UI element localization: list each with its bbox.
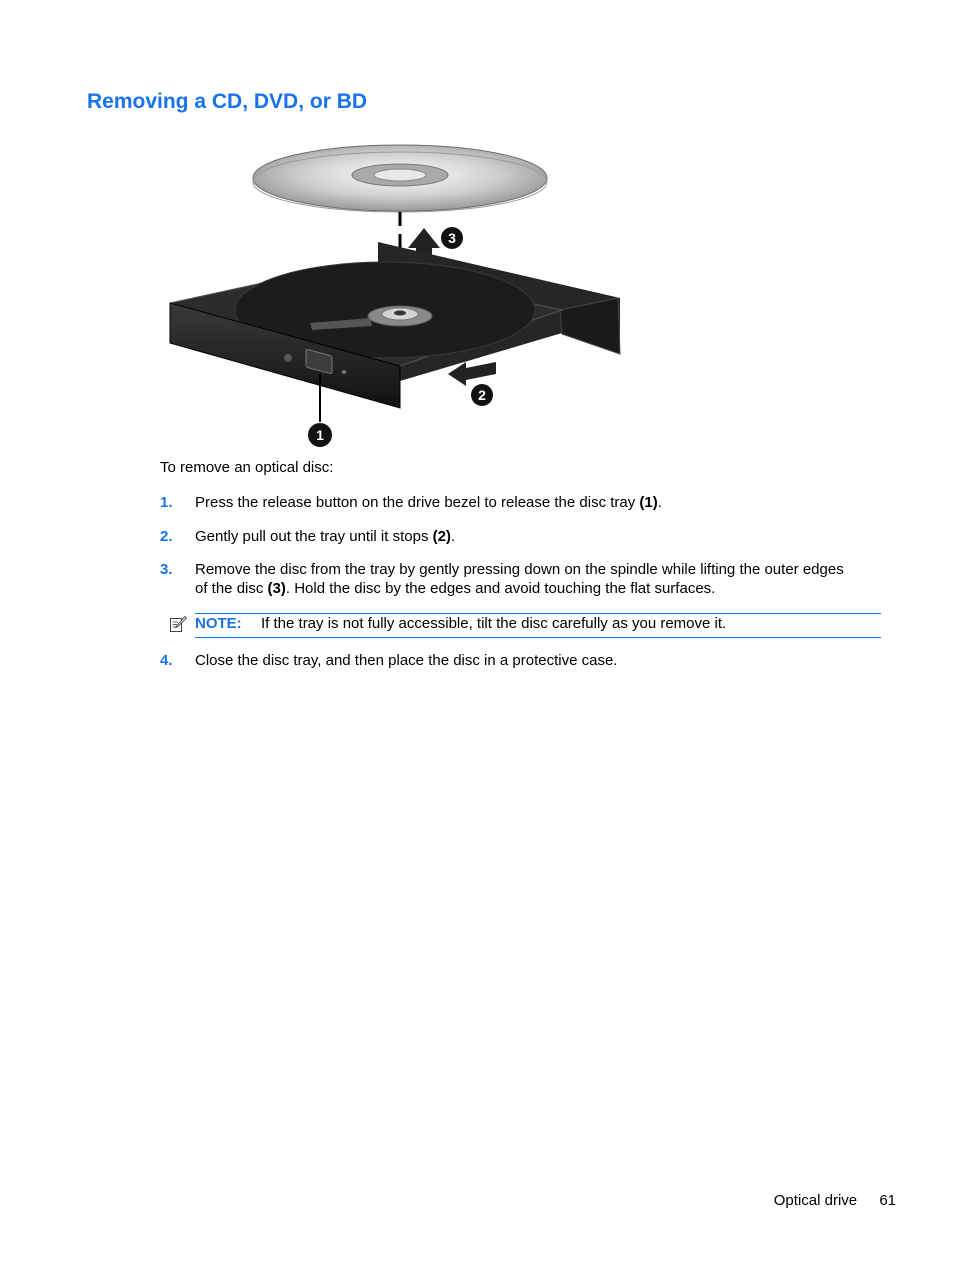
step-text-tail: . Hold the disc by the edges and avoid touching the flat surfaces. <box>285 580 716 597</box>
step-text-tail: . <box>657 494 662 511</box>
note-label: NOTE: <box>195 615 242 632</box>
disc <box>253 145 547 212</box>
page-title: Removing a CD, DVD, or BD <box>87 90 368 113</box>
step-text <box>195 493 855 512</box>
step-text-main: Press the release button on the drive bezel to release the disc tray <box>195 494 640 511</box>
intro-text: To remove an optical disc: <box>160 459 334 476</box>
step-number: 1. <box>160 494 173 511</box>
callout-2-label: 2 <box>478 387 486 403</box>
step-text <box>195 527 855 546</box>
step-number: 3. <box>160 561 173 578</box>
step-number: 4. <box>160 652 173 669</box>
step-number: 2. <box>160 528 173 545</box>
step-callout-ref: (1) <box>639 494 658 511</box>
step-text-main: Close the disc tray, and then place the disc in a protective case. <box>195 652 618 669</box>
step-text <box>195 651 855 670</box>
note-pencil-icon <box>169 615 187 633</box>
footer-section-title: Optical drive <box>773 1192 858 1209</box>
step-text-tail: . <box>450 528 456 545</box>
callout-3-label: 3 <box>448 230 456 246</box>
page-footer <box>774 1192 896 1209</box>
note-box <box>195 613 881 638</box>
pull-arrow <box>448 362 496 386</box>
optical-drive-illustration <box>160 138 640 454</box>
step-text-main: Gently pull out the tray until it stops <box>195 528 433 545</box>
drive-chassis <box>170 242 620 408</box>
step-callout-ref: (3) <box>267 580 286 597</box>
step-text <box>195 560 855 598</box>
callout-1-label: 1 <box>316 427 324 443</box>
step-callout-ref: (2) <box>432 528 451 545</box>
note-text: If the tray is not fully accessible, tilt the disc carefully as you remove it. <box>261 615 727 632</box>
step-text-main: Remove the disc from the tray by gently pressing down on the spindle while lifting the outer edges of the disc <box>195 561 844 597</box>
page-number: 61 <box>879 1192 896 1209</box>
